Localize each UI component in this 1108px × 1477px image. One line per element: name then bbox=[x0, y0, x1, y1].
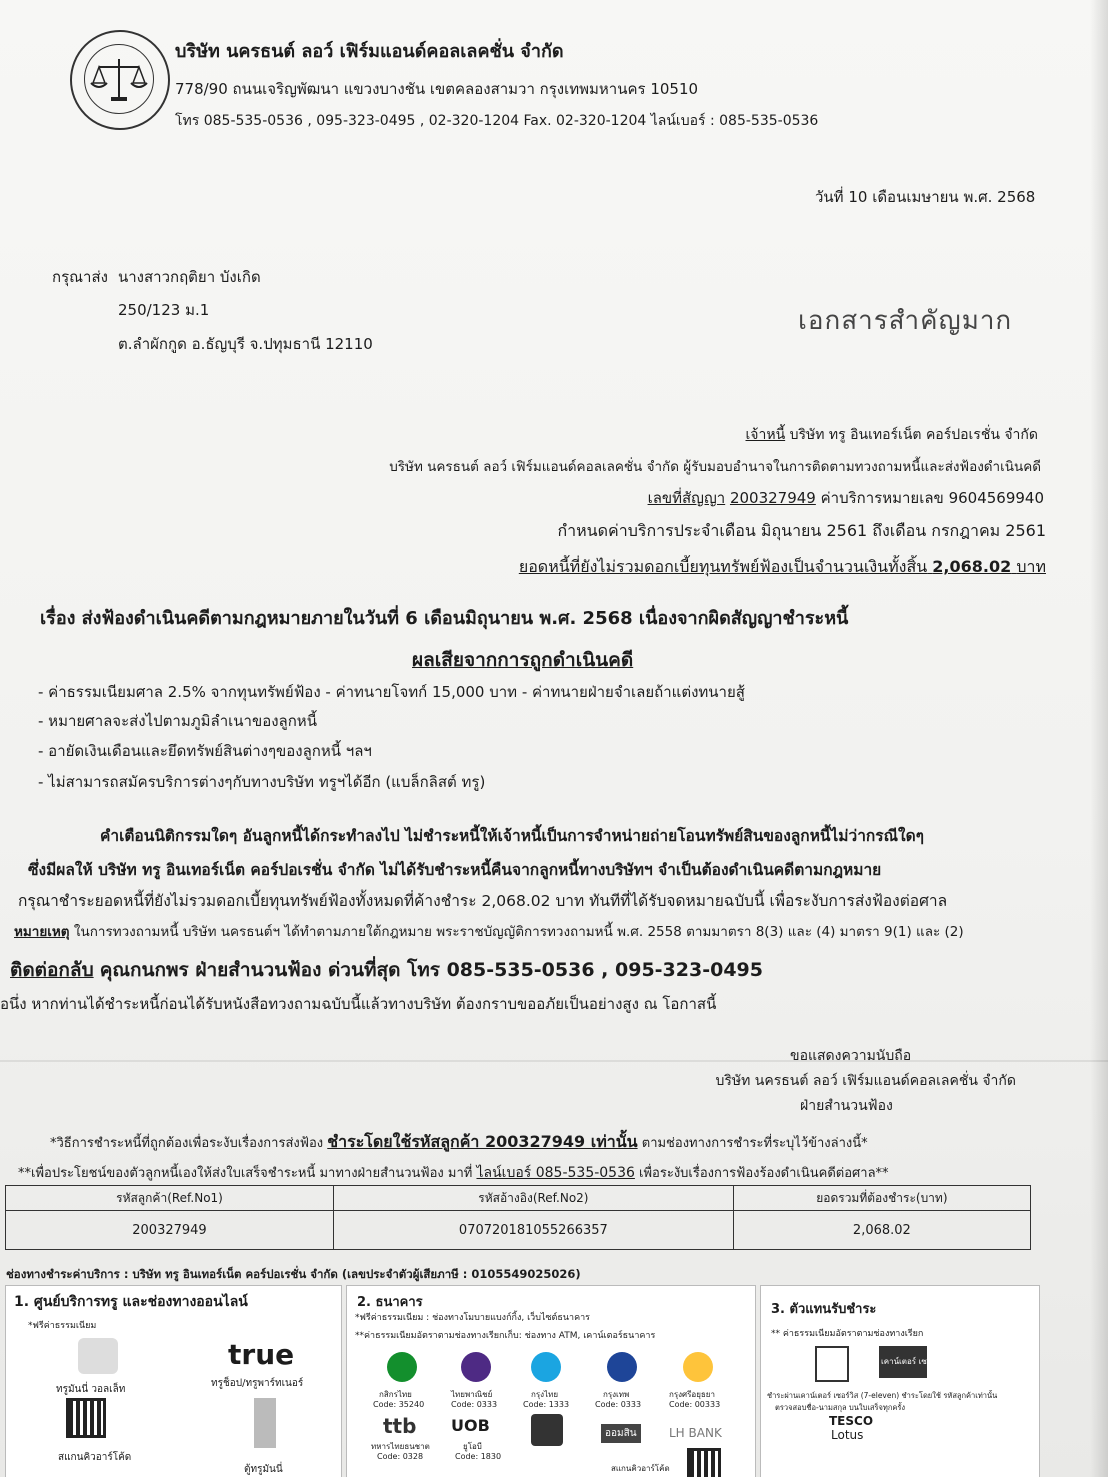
debt-total-amount: 2,068.02 bbox=[932, 557, 1012, 576]
debt-total-line bbox=[519, 555, 1046, 580]
payment-instruction-1 bbox=[50, 1130, 868, 1155]
payment-instruction-2a: **เพื่อประโยชน์ของตัวลูกหนี้เองให้ส่งใบเสร็จชำระหนี้ มาทางฝ่ายสำนวนฟ้อง มาที่ bbox=[18, 1166, 473, 1181]
contact-line bbox=[10, 955, 763, 985]
ttb-logo: ttb bbox=[383, 1414, 417, 1438]
consequence-item: - อายัดเงินเดือนและยึดทรัพย์สินต่างๆของลูกหนี้ ฯลฯ bbox=[38, 742, 372, 760]
box3-title: 3. ตัวแทนรับชำระ bbox=[771, 1302, 877, 1317]
scales-icon bbox=[85, 45, 153, 113]
debt-total-text: ยอดหนี้ที่ยังไม่รวมดอกเบี้ยทุนทรัพย์ฟ้องเป็นจำนวนเงินทั้งสิ้น bbox=[518, 557, 928, 576]
kiosk-icon bbox=[254, 1398, 276, 1448]
bank-code: Code: 1333 bbox=[523, 1400, 570, 1409]
box1-kiosk-label: ตู้ทรูมันนี่ bbox=[244, 1464, 283, 1475]
consequences-title: ผลเสียจากการถูกดำเนินคดี bbox=[412, 649, 634, 671]
service-number: ค่าบริการหมายเลข 9604569940 bbox=[820, 489, 1044, 507]
qr-code-icon bbox=[687, 1448, 721, 1477]
legal-note bbox=[14, 920, 964, 942]
bank-name: กรุงศรีอยุธยา bbox=[669, 1390, 715, 1399]
tesco-logo: TESCO bbox=[829, 1414, 874, 1428]
contract-label: เลขที่สัญญา bbox=[647, 489, 726, 507]
recipient-name: นางสาวกฤติยา บังเกิด bbox=[118, 268, 261, 286]
creditor-label: เจ้าหนี้ bbox=[745, 427, 786, 443]
bangkok-bank-icon bbox=[607, 1352, 637, 1382]
recipient-address-line1: 250/123 ม.1 bbox=[118, 301, 210, 319]
agent-line: บริษัท นครธนต์ ลอว์ เฟิร์มแอนด์คอลเลคชั่น จำกัด ผู้รับมอบอำนาจในการติดตามทวงถามหนี้และส่งฟ้องดำเนินคดี bbox=[389, 459, 1041, 475]
note-label: หมายเหตุ bbox=[14, 924, 70, 940]
krungsri-bank-icon bbox=[683, 1352, 713, 1382]
company-name: บริษัท นครธนต์ ลอว์ เฟิร์มแอนด์คอลเลคชั่น จำกัด bbox=[175, 41, 564, 62]
box3-fee-note: ** ค่าธรรมเนียมอัตราตามช่องทางเรียก bbox=[771, 1329, 924, 1339]
warning-paragraph-3: กรุณาชำระยอดหนี้ที่ยังไม่รวมดอกเบี้ยทุนทรัพย์ฟ้องทั้งหมดที่ค้างชำระ 2,068.02 บาท ทันทีที่ได้รับจดหมายฉบับนี้ เพื่อระงับการส่งฟ้องต่อศาล bbox=[18, 892, 948, 910]
box1-title: 1. ศูนย์บริการทรู และช่องทางออนไลน์ bbox=[14, 1294, 248, 1310]
gsb-logo: ออมสิน bbox=[601, 1424, 641, 1443]
counter-service-icon bbox=[879, 1346, 946, 1378]
signoff-regards: ขอแสดงความนับถือ bbox=[790, 1048, 912, 1064]
ref-reference-code: 070720181055266357 bbox=[334, 1211, 734, 1250]
creditor-line bbox=[746, 424, 1039, 446]
payment-instruction-1a: *วิธีการชำระหนี้ที่ถูกต้องเพื่อระงับเรื่องการส่งฟ้อง bbox=[50, 1136, 324, 1151]
consequence-item: - หมายศาลจะส่งไปตามภูมิลำเนาของลูกหนี้ bbox=[38, 712, 317, 730]
warning-paragraph-2: ซึ่งมีผลให้ บริษัท ทรู อินเทอร์เน็ต คอร์ปอเรชั่น จำกัด ไม่ได้รับชำระหนี้คืนจากลูกหนี้ทางบริษัทฯ จำเป็นต้องดำเนินคดีตามกฎหมาย bbox=[28, 861, 882, 879]
box1-qr-label: สแกนคิวอาร์โค้ด bbox=[58, 1452, 132, 1463]
creditor-name: บริษัท ทรู อินเทอร์เน็ต คอร์ปอเรชั่น จำกัด bbox=[789, 427, 1038, 443]
bank-code: Code: 0328 bbox=[377, 1452, 424, 1461]
important-document-stamp: เอกสารสำคัญมาก bbox=[798, 306, 1013, 336]
truemoney-wallet-icon bbox=[78, 1338, 118, 1374]
box2-title: 2. ธนาคาร bbox=[357, 1295, 423, 1310]
bank-code: Code: 0333 bbox=[595, 1400, 642, 1409]
payment-instruction-2b: ไลน์เบอร์ 085-535-0536 bbox=[476, 1165, 635, 1181]
box1-wallet-label: ทรูมันนี่ วอลเล็ท bbox=[56, 1384, 126, 1395]
paper-fold bbox=[0, 1060, 1108, 1062]
bank-code: Code: 0333 bbox=[451, 1400, 498, 1409]
company-phones: โทร 085-535-0536 , 095-323-0495 , 02-320-1204 Fax. 02-320-1204 ไลน์เบอร์ : 085-535-0536 bbox=[175, 113, 819, 129]
payment-instruction-2c: เพื่อระงับเรื่องการฟ้องร้องดำเนินคดีต่อศาล** bbox=[639, 1166, 889, 1181]
box1-free-note: *ฟรีค่าธรรมเนียม bbox=[28, 1321, 97, 1331]
letter-date: วันที่ 10 เดือนเมษายน พ.ศ. 2568 bbox=[815, 188, 1036, 206]
ref-total-due: 2,068.02 bbox=[733, 1211, 1030, 1250]
krungthai-bank-icon bbox=[531, 1352, 561, 1382]
lh-bank-logo: LH BANK bbox=[669, 1426, 722, 1440]
true-brand-logo: true bbox=[228, 1338, 295, 1371]
payment-instruction-1c: ตามช่องทางการชำระที่ระบุไว้ข้างล่างนี้* bbox=[641, 1136, 868, 1151]
consequence-item: - ไม่สามารถสมัครบริการต่างๆกับทางบริษัท ทรูฯได้อีก (แบล็กลิสต์ ทรู) bbox=[38, 773, 486, 791]
uob-logo: UOB bbox=[451, 1416, 490, 1435]
bank-code: Code: 35240 bbox=[373, 1400, 425, 1409]
ref-customer-code: 200327949 bbox=[6, 1211, 334, 1250]
bank-name: ไทยพาณิชย์ bbox=[451, 1390, 493, 1399]
bank-name: กรุงไทย bbox=[531, 1390, 559, 1399]
box1-shop-label: ทรูช็อป/ทรูพาร์ทเนอร์ bbox=[211, 1378, 304, 1389]
bank-logo-icon bbox=[531, 1414, 563, 1446]
contract-line bbox=[648, 486, 1044, 510]
recipient-address-line2: ต.ลำผักกูด อ.ธัญบุรี จ.ปทุมธานี 12110 bbox=[118, 335, 373, 353]
bank-code: Code: 00333 bbox=[669, 1400, 721, 1409]
signoff-dept: ฝ่ายสำนวนฟ้อง bbox=[800, 1098, 893, 1114]
bank-name: กสิกรไทย bbox=[379, 1390, 412, 1399]
recipient-label: กรุณาส่ง bbox=[52, 268, 108, 286]
apology-line: อนึ่ง หากท่านได้ชำระหนี้ก่อนได้รับหนังสือทวงถามฉบับนี้แล้วทางบริษัท ต้องกราบขออภัยเป็นอย่างสูง ณ โอกาสนี้ bbox=[0, 995, 717, 1013]
reference-table bbox=[5, 1185, 1031, 1250]
consequence-item: - ค่าธรรมเนียมศาล 2.5% จากทุนทรัพย์ฟ้อง - ค่าทนายโจทก์ 15,000 บาท - ค่าทนายฝ่ายจำเลยถ้าแต่งทนายสู้ bbox=[38, 683, 745, 701]
ref-header-total-due: ยอดรวมที่ต้องชำระ(บาท) bbox=[733, 1186, 1030, 1211]
ref-header-customer-code: รหัสลูกค้า(Ref.No1) bbox=[6, 1186, 334, 1211]
contract-number: 200327949 bbox=[729, 489, 816, 507]
note-text: ในการทวงถามหนี้ บริษัท นครธนต์ฯ ได้ทำตามภายใต้กฎหมาย พระราชบัญญัติการทวงถามหนี้ พ.ศ. 2558 ตามมาตรา 8(3) และ (4) มาตรา 9(1) และ (2) bbox=[73, 924, 964, 940]
seven-eleven-icon bbox=[815, 1346, 849, 1382]
table-row bbox=[6, 1211, 1031, 1250]
scales-of-justice-logo-icon bbox=[70, 30, 170, 130]
qr-code-icon bbox=[66, 1398, 106, 1438]
box3-desc-2: ตรวจสอบชื่อ-นามสกุล บนใบเสร็จทุกครั้ง bbox=[775, 1403, 906, 1412]
ref-header-reference-code: รหัสอ้างอิง(Ref.No2) bbox=[334, 1186, 734, 1211]
lotus-logo: Lotus bbox=[831, 1428, 864, 1442]
channel-box-agent bbox=[760, 1285, 1040, 1477]
counter-service-label: เคาน์เตอร์ เซอร์วิส bbox=[881, 1357, 946, 1366]
warning-paragraph-1: คำเตือนนิติกรรมใดๆ อันลูกหนี้ได้กระทำลงไป ไม่ชำระหนี้ให้เจ้าหนี้เป็นการจำหน่ายถ่ายโอนทรัพย์สินของลูกหนี้ไม่ว่ากรณีใดๆ bbox=[100, 827, 924, 845]
box3-desc-1: ชำระผ่านเคาน์เตอร์ เซอร์วิส (7-eleven) ชำระโดยใช้ รหัสลูกค้าเท่านั้น bbox=[767, 1391, 998, 1400]
bank-name: ยูโอบี bbox=[463, 1442, 482, 1451]
contact-text: คุณกนกพร ฝ่ายสำนวนฟ้อง ด่วนที่สุด โทร 085-535-0536 , 095-323-0495 bbox=[99, 959, 763, 981]
subject-line: เรื่อง ส่งฟ้องดำเนินคดีตามกฎหมายภายในวันที่ 6 เดือนมิถุนายน พ.ศ. 2568 เนื่องจากผิดสัญญาชำระหนี้ bbox=[40, 608, 849, 629]
channel-box-bank bbox=[346, 1285, 756, 1477]
page-edge-shadow bbox=[1090, 0, 1108, 1477]
debt-total-unit: บาท bbox=[1016, 557, 1046, 576]
channel-box-true bbox=[5, 1285, 342, 1477]
company-address: 778/90 ถนนเจริญพัฒนา แขวงบางชัน เขตคลองสามวา กรุงเทพมหานคร 10510 bbox=[175, 80, 699, 98]
signoff-company: บริษัท นครธนต์ ลอว์ เฟิร์มแอนด์คอลเลคชั่น จำกัด bbox=[715, 1073, 1016, 1089]
contact-label: ติดต่อกลับ bbox=[10, 959, 94, 981]
payment-channel-line: ช่องทางชำระค่าบริการ : บริษัท ทรู อินเทอร์เน็ต คอร์ปอเรชั่น จำกัด (เลขประจำตัวผู้เสียภาษี : 0105549025026) bbox=[6, 1267, 581, 1281]
box2-free-note: *ฟรีค่าธรรมเนียม : ช่องทางโมบายแบงก์กิ้ง, เว็บไซต์ธนาคาร bbox=[355, 1313, 591, 1323]
billing-period: กำหนดค่าบริการประจำเดือน มิถุนายน 2561 ถึงเดือน กรกฎาคม 2561 bbox=[557, 521, 1046, 540]
payment-instruction-2 bbox=[18, 1162, 889, 1184]
bank-code: Code: 1830 bbox=[455, 1452, 502, 1461]
box2-fee-note: **ค่าธรรมเนียมอัตราตามช่องทางเรียกเก็บ: ช่องทาง ATM, เคาน์เตอร์ธนาคาร bbox=[355, 1331, 656, 1341]
logo-inner-ring bbox=[84, 44, 154, 114]
bank-name: กรุงเทพ bbox=[603, 1390, 630, 1399]
payment-instruction-1b: ชำระโดยใช้รหัสลูกค้า 200327949 เท่านั้น bbox=[327, 1132, 638, 1151]
reference-table-header bbox=[6, 1186, 1031, 1211]
box2-qr-label: สแกนคิวอาร์โค้ด bbox=[611, 1464, 670, 1473]
scb-bank-icon bbox=[461, 1352, 491, 1382]
kasikorn-bank-icon bbox=[387, 1352, 417, 1382]
bank-name: ทหารไทยธนชาต bbox=[371, 1442, 430, 1451]
